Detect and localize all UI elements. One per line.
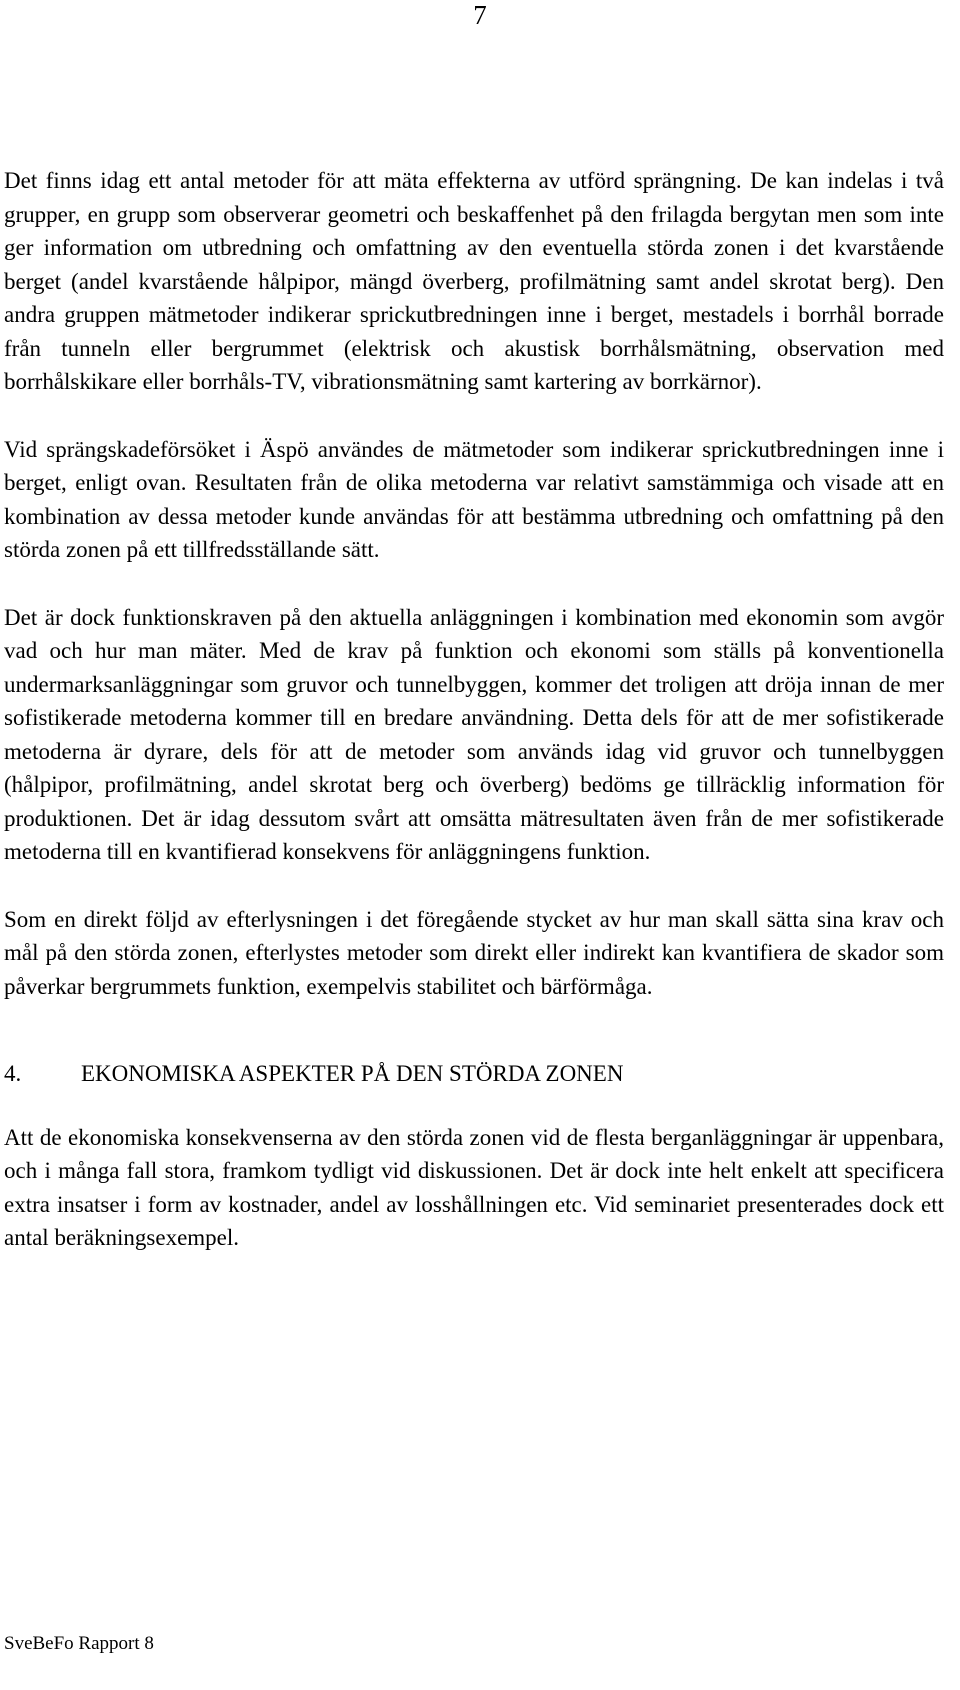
paragraph-aspo-test: Vid sprängskadeförsöket i Äspö användes de mätmetoder som indikerar sprickutbredningen inne i berget, enligt ovan. Resultaten från de olika metoderna var relativt samstämmiga och visade att en kombination av dessa metoder kunde användas för att bestämma utbredning och omfattning på den störda zonen på ett tillfredsställande sätt. [4, 436, 944, 562]
page-number: 7 [473, 0, 487, 30]
document-body [4, 164, 944, 1289]
section-number: 4. [4, 1061, 22, 1086]
section-title: EKONOMISKA ASPEKTER PÅ DEN STÖRDA ZONEN [81, 1061, 624, 1086]
footer-report-name: SveBeFo Rapport 8 [4, 1633, 154, 1654]
section-heading [4, 1057, 944, 1091]
paragraph-measurement-methods: Det finns idag ett antal metoder för att mäta effekterna av utförd sprängning. De kan indelas i två grupper, en grupp som observerar geometri och beskaffenhet på den frilagda bergytan men som inte ger information om utbredning och omfattning av den eventuella störda zonen i det kvarstående berget (andel kvarstående hålpipor, mängd överberg, profilmätning samt andel skrotat berg). Den andra gruppen mätmetoder indikerar sprickutbredningen inne i berget, mestadels i borrhål borrade från tunneln eller bergrummet (elektrisk och akustisk borrhålsmätning, observation med borrhålskikare eller borrhåls-TV, vibrationsmätning samt kartering av borrkärnor). [4, 168, 944, 394]
paragraph-direct-consequence: Som en direkt följd av efterlysningen i det föregående stycket av hur man skall sätta sina krav och mål på den störda zonen, efterlystes metoder som direkt eller indirekt kan kvantifiera de skador som påverkar bergrummets funktion, exempelvis stabilitet och bärförmåga. [4, 906, 944, 999]
paragraph-function-requirements: Det är dock funktionskraven på den aktuella anläggningen i kombination med ekonomin som avgör vad och hur man mäter. Med de krav på funktion och ekonomi som ställs på konventionella undermarksanläggningar som gruvor och tunnelbyggen, kommer det troligen att dröja innan de mer sofistikerade metoderna kommer till en bredare användning. Detta dels för att de mer sofistikerade metoderna är dyrare, dels för att de metoder som används idag vid gruvor och tunnelbyggen (hålpipor, profilmätning, andel skrotat berg och överberg) bedöms ge tillräcklig information för produktionen. Det är idag dessutom svårt att omsätta mätresultaten även från de mer sofistikerade metoderna till en kvantifierad konsekvens för anläggningens funktion. [4, 604, 944, 864]
paragraph-economic-consequences: Att de ekonomiska konsekvenserna av den störda zonen vid de flesta berganläggningar är uppenbara, och i många fall stora, framkom tydligt vid diskussionen. Det är dock inte helt enkelt att specificera extra insatser i form av kostnader, andel av losshållningen etc. Vid seminariet presenterades dock ett antal beräkningsexempel. [4, 1124, 944, 1250]
